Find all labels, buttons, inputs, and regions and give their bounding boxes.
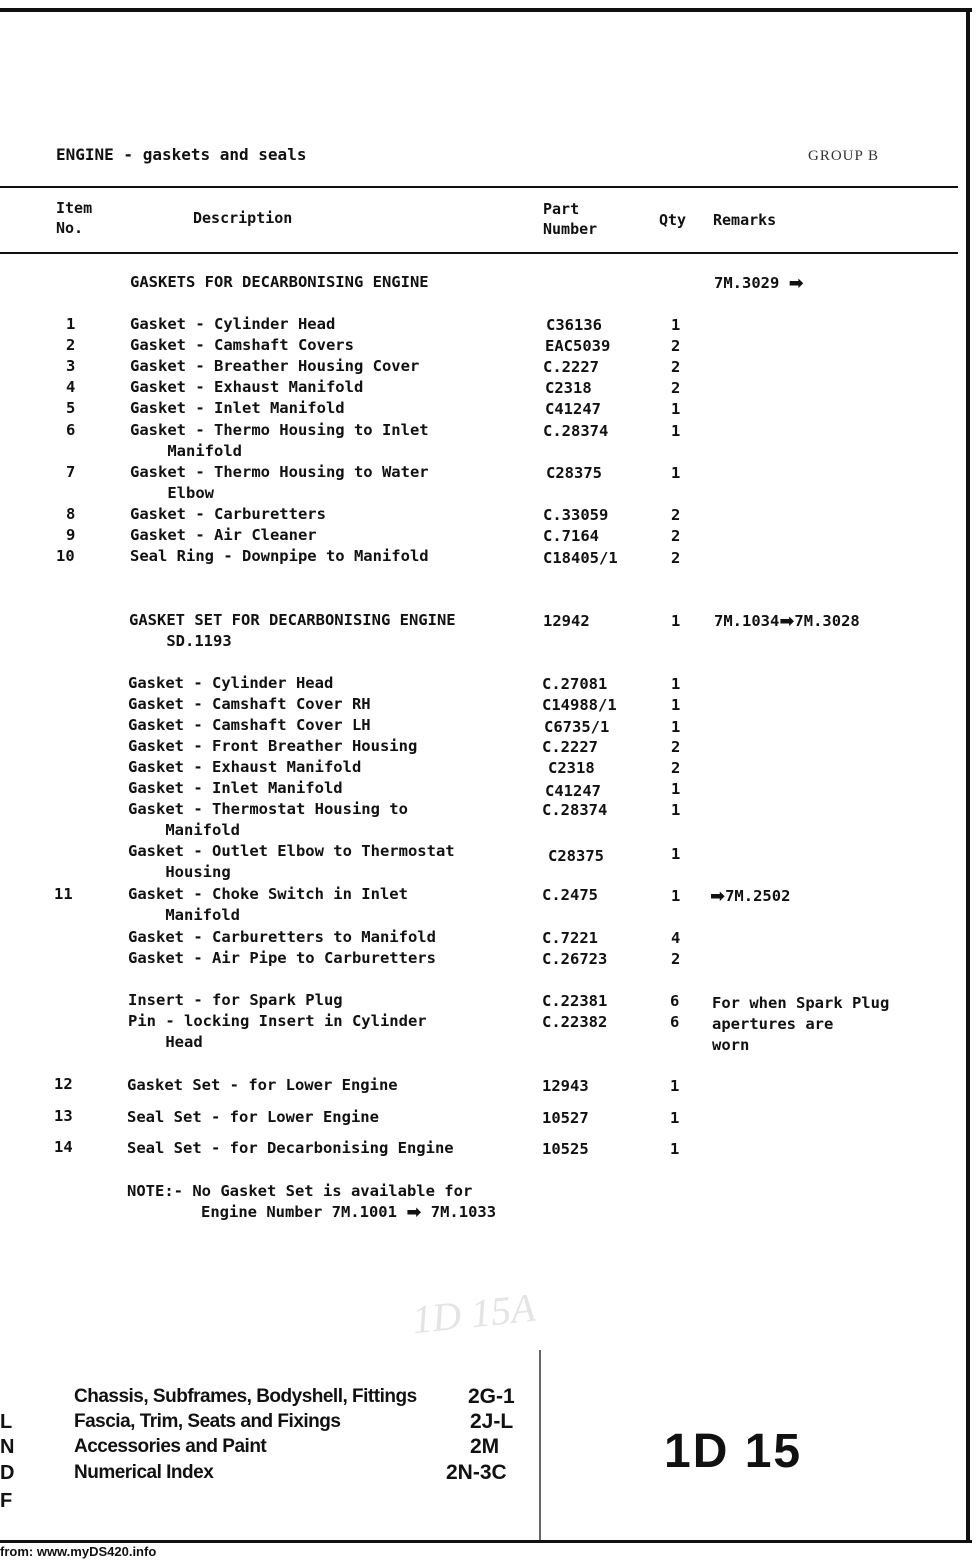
index-code: 2M bbox=[470, 1435, 500, 1458]
remark-to: 7M.3028 bbox=[794, 612, 860, 630]
remark-from: 7M.1034 bbox=[714, 612, 780, 630]
arrow-right-icon: ➡ bbox=[406, 1202, 422, 1223]
remark-to: 7M.2502 bbox=[725, 887, 791, 905]
arrow-right-icon: ➡ bbox=[788, 273, 804, 294]
part-qty: 2 bbox=[671, 738, 681, 756]
part-number: C.7221 bbox=[542, 929, 598, 947]
note-line-2 bbox=[201, 1202, 496, 1223]
edge-letter: N bbox=[0, 1436, 15, 1458]
part-description: Gasket - Camshaft Cover LH bbox=[128, 716, 371, 734]
part-qty: 1 bbox=[671, 422, 681, 440]
header-rule-top bbox=[0, 186, 958, 188]
item-no: 9 bbox=[66, 526, 76, 544]
part-qty: 1 bbox=[670, 1109, 680, 1127]
arrow-right-icon: ➡ bbox=[779, 611, 795, 632]
part-qty: 2 bbox=[671, 358, 681, 376]
part-number: C28375 bbox=[548, 847, 604, 865]
part-description: Gasket - Cylinder Head bbox=[130, 315, 336, 333]
part-qty: 1 bbox=[671, 316, 681, 334]
part-description: Gasket - Carburetters to Manifold bbox=[128, 928, 436, 946]
gasket-set-part-number: 12942 bbox=[543, 612, 590, 630]
part-qty: 1 bbox=[671, 675, 681, 693]
part-qty: 2 bbox=[671, 379, 681, 397]
col-part-number: Part Number bbox=[543, 200, 598, 238]
part-number: C.7164 bbox=[543, 527, 599, 545]
part-qty: 2 bbox=[671, 950, 681, 968]
part-qty: 4 bbox=[671, 929, 681, 947]
footer-divider bbox=[539, 1350, 541, 1540]
item-no: 5 bbox=[66, 399, 76, 417]
page-title: ENGINE - gaskets and seals bbox=[56, 145, 307, 164]
part-number: 10525 bbox=[542, 1140, 589, 1158]
source-credit: from: www.myDS420.info bbox=[0, 1544, 157, 1559]
item-no: 8 bbox=[66, 505, 76, 523]
part-number: C.22382 bbox=[542, 1013, 608, 1031]
index-code: 2J-L bbox=[470, 1410, 514, 1433]
part-qty: 1 bbox=[671, 464, 681, 482]
part-qty: 1 bbox=[670, 1077, 680, 1095]
item-no: 4 bbox=[66, 378, 76, 396]
col-description: Description bbox=[193, 209, 293, 227]
part-qty: 2 bbox=[671, 506, 681, 524]
part-description: Gasket - Choke Switch in Inlet Manifold bbox=[128, 885, 408, 924]
part-number: C.22381 bbox=[542, 992, 608, 1010]
part-qty: 2 bbox=[671, 549, 681, 567]
part-description: Gasket Set - for Lower Engine bbox=[127, 1076, 398, 1094]
part-description: Gasket - Outlet Elbow to Thermostat Housing bbox=[128, 842, 455, 881]
index-label: Chassis, Subframes, Bodyshell, Fittings bbox=[74, 1386, 417, 1407]
part-qty: 1 bbox=[671, 718, 681, 736]
index-label: Accessories and Paint bbox=[74, 1436, 267, 1457]
part-description: Gasket - Breather Housing Cover bbox=[130, 357, 420, 375]
part-description: Seal Set - for Lower Engine bbox=[127, 1108, 379, 1126]
part-number: C41247 bbox=[545, 400, 601, 418]
section-title-gasket-set: GASKET SET FOR DECARBONISING ENGINE SD.1193 bbox=[129, 611, 456, 650]
item-no: 1 bbox=[66, 315, 76, 333]
col-qty: Qty bbox=[659, 211, 687, 229]
part-qty: 1 bbox=[671, 845, 681, 863]
part-qty: 1 bbox=[671, 801, 681, 819]
index-code: 2G-1 bbox=[468, 1385, 515, 1408]
part-number: EAC5039 bbox=[545, 337, 611, 355]
part-number: 12943 bbox=[542, 1077, 589, 1095]
section-title-decarbonising: GASKETS FOR DECARBONISING ENGINE bbox=[130, 273, 429, 291]
edge-letter: F bbox=[0, 1490, 13, 1512]
gasket-set-qty: 1 bbox=[671, 612, 681, 630]
remark-from: 7M.3029 bbox=[714, 274, 780, 292]
part-number: C.2227 bbox=[542, 738, 598, 756]
item-no: 10 bbox=[56, 547, 75, 565]
part-number: C.2227 bbox=[543, 358, 599, 376]
part-number: 10527 bbox=[542, 1109, 589, 1127]
group-label: GROUP B bbox=[808, 148, 880, 164]
note-from: Engine Number 7M.1001 bbox=[201, 1203, 397, 1221]
item-no: 13 bbox=[54, 1107, 73, 1125]
part-qty: 1 bbox=[671, 400, 681, 418]
part-description: Gasket - Thermo Housing to Water Elbow bbox=[130, 463, 429, 502]
part-number: C.2475 bbox=[542, 886, 598, 904]
part-number: C.28374 bbox=[543, 422, 609, 440]
part-qty: 1 bbox=[671, 696, 681, 714]
section-remark bbox=[714, 273, 804, 294]
part-qty: 6 bbox=[670, 1013, 680, 1031]
note-line-1: NOTE:- No Gasket Set is available for bbox=[127, 1182, 473, 1200]
part-qty: 2 bbox=[671, 337, 681, 355]
header-rule-bottom bbox=[0, 252, 958, 254]
part-number: C6735/1 bbox=[544, 718, 610, 736]
index-label: Fascia, Trim, Seats and Fixings bbox=[74, 1411, 341, 1432]
arrow-right-icon: ➡ bbox=[710, 886, 726, 907]
part-qty: 2 bbox=[671, 527, 681, 545]
part-description: Gasket - Thermo Housing to Inlet Manifold bbox=[130, 421, 429, 460]
part-qty: 6 bbox=[670, 992, 680, 1010]
part-description: Gasket - Camshaft Covers bbox=[130, 336, 354, 354]
part-description: Seal Set - for Decarbonising Engine bbox=[127, 1139, 454, 1157]
item-no: 12 bbox=[54, 1075, 73, 1093]
gasket-set-remark bbox=[714, 611, 860, 632]
part-description: Gasket - Air Cleaner bbox=[130, 526, 317, 544]
index-label: Numerical Index bbox=[74, 1462, 214, 1483]
index-code: 2N-3C bbox=[446, 1461, 507, 1484]
part-qty: 2 bbox=[671, 759, 681, 777]
part-number: C.33059 bbox=[543, 506, 609, 524]
frame-bottom bbox=[0, 1540, 972, 1543]
frame-right bbox=[966, 8, 970, 1543]
part-number: C2318 bbox=[548, 759, 595, 777]
part-description: Gasket - Carburetters bbox=[130, 505, 326, 523]
part-description: Gasket - Exhaust Manifold bbox=[130, 378, 364, 396]
col-remarks: Remarks bbox=[713, 211, 777, 229]
part-description: Gasket - Thermostat Housing to Manifold bbox=[128, 800, 408, 839]
frame-top bbox=[0, 8, 972, 12]
part-number: C28375 bbox=[546, 464, 602, 482]
page-id: 1D 15 bbox=[664, 1425, 803, 1478]
part-description: Pin - locking Insert in Cylinder Head bbox=[128, 1012, 427, 1051]
part-number: C.26723 bbox=[542, 950, 608, 968]
item-no: 3 bbox=[66, 357, 76, 375]
edge-letter: L bbox=[0, 1411, 13, 1433]
part-description: Gasket - Exhaust Manifold bbox=[128, 758, 362, 776]
part-number: C.27081 bbox=[542, 675, 608, 693]
part-description: Gasket - Inlet Manifold bbox=[130, 399, 345, 417]
part-number: C2318 bbox=[545, 379, 592, 397]
part-number: C18405/1 bbox=[543, 549, 618, 567]
part-qty: 1 bbox=[671, 780, 681, 798]
item-no: 7 bbox=[66, 463, 76, 481]
part-description: Gasket - Front Breather Housing bbox=[128, 737, 418, 755]
item-no: 14 bbox=[54, 1138, 73, 1156]
part-number: C36136 bbox=[546, 316, 602, 334]
spark-plug-remark: For when Spark Plug apertures are worn bbox=[712, 994, 890, 1054]
col-item: Item No. bbox=[56, 199, 93, 237]
edge-letter: D bbox=[0, 1462, 15, 1484]
part-description: Gasket - Inlet Manifold bbox=[128, 779, 343, 797]
item-no: 6 bbox=[66, 421, 76, 439]
choke-remark bbox=[710, 886, 790, 907]
faint-stamp: 1D 15A bbox=[409, 1284, 538, 1343]
part-description: Gasket - Cylinder Head bbox=[128, 674, 334, 692]
part-qty: 1 bbox=[671, 887, 681, 905]
item-no: 11 bbox=[54, 885, 73, 903]
part-description: Gasket - Air Pipe to Carburetters bbox=[128, 949, 436, 967]
part-description: Gasket - Camshaft Cover RH bbox=[128, 695, 371, 713]
item-no: 2 bbox=[66, 336, 76, 354]
part-description: Seal Ring - Downpipe to Manifold bbox=[130, 547, 429, 565]
part-qty: 1 bbox=[670, 1140, 680, 1158]
part-number: C41247 bbox=[545, 782, 601, 800]
part-number: C.28374 bbox=[542, 801, 608, 819]
note-to: 7M.1033 bbox=[430, 1203, 497, 1221]
part-description: Insert - for Spark Plug bbox=[128, 991, 343, 1009]
part-number: C14988/1 bbox=[542, 696, 617, 714]
